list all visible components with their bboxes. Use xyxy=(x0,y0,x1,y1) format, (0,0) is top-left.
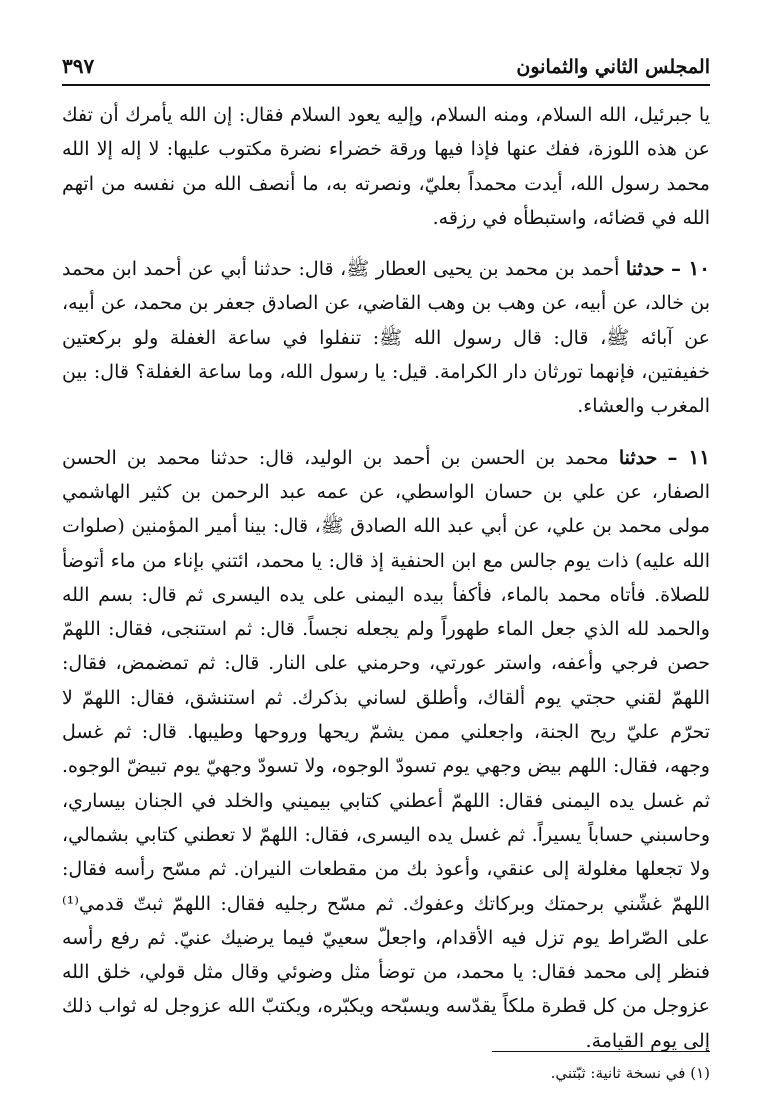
hadith-lead: حدثنا xyxy=(625,258,665,281)
body-text xyxy=(62,98,710,1074)
hadith-text: أحمد بن محمد بن يحيى العطار ﷺ، قال: حدثنا أبي عن أحمد ابن محمد بن خالد، عن أبيه، عن وهب بن وهب القاضي، عن الصادق جعفر بن محمد، عن أبيه، عن آبائه ﷺ، قال: قال رسول الله ﷺ: تنفلوا في ساعة الغفلة ولو بركعتين خفيفتين، فإنهما تورثان دار الكرامة. قيل: يا رسول الله، وما ساعة الغفلة؟ قال: بين المغرب والعشاء. xyxy=(62,258,710,418)
chapter-title: المجلس الثاني والثمانون xyxy=(516,56,710,78)
running-header xyxy=(62,46,710,86)
hadith-lead: حدثنا xyxy=(618,446,658,469)
footnote-divider xyxy=(492,1051,710,1052)
page-number: ٣٩٧ xyxy=(62,54,95,78)
footnote-text: (١) في نسخة ثانية: ثبّتني. xyxy=(550,1064,710,1082)
paragraph-text: يا جبرئيل، الله السلام، ومنه السلام، وإليه يعود السلام فقال: إن الله يأمرك أن تفك عن هذه اللوزة، ففك عنها فإذا فيها ورقة خضراء نضرة مكتوب عليها: لا إله إلا الله محمد رسول الله، أيدت محمداً بعليّ، ونصرته به، ما أنصف الله من نفسه من اتهم الله في قضائه، واستبطأه في رزقه. xyxy=(62,104,710,229)
paragraph-continuation xyxy=(62,98,710,235)
hadith-number: ١١ – xyxy=(667,444,710,469)
hadith-10 xyxy=(62,251,710,423)
footnote xyxy=(62,1062,710,1084)
hadith-11 xyxy=(62,440,710,1058)
hadith-number: ١٠ – xyxy=(671,256,710,281)
hadith-text: محمد بن الحسن بن أحمد بن الوليد، قال: حدثنا محمد بن الحسن الصفار، عن علي بن حسان الواسطي، عن عمه عبد الرحمن بن كثير الهاشمي مولى محمد بن علي، عن أبي عبد الله الصادق ﷺ، قال: بينا أمير المؤمنين (صلوات الله عليه) ذات يوم جالس مع ابن الحنفية إذ قال: يا محمد، ائتني بإناء من ماء أتوضأ للصلاة. فأتاه محمد بالماء، فأكفأ بيده اليمنى على يده اليسرى ثم قال: بسم الله والحمد لله الذي جعل الماء طهوراً ولم يجعله نجساً. قال: ثم استنجى، فقال: اللهمّ حصن فرجي وأعفه، واستر عورتي، وحرمني على النار. قال: ثم تمضمض، فقال: اللهمّ لقني حجتي يوم ألقاك، وأطلق لساني بذكرك. ثم استنشق، فقال: اللهمّ لا تحرّم عليّ ريح الجنة، واجعلني ممن يشمّ ريحها وروحها وطيبها. قال: ثم غسل وجهه، فقال: اللهم بيض وجهي يوم تسودّ الوجوه، ولا تسودّ وجهيّ يوم تبيضّ الوجوه. ثم غسل يده اليمنى فقال: اللهمّ أعطني كتابي بيميني والخلد في الجنان بيساري، وحاسبني حساباً يسيراً. ثم غسل يده اليسرى، فقال: اللهمّ لا تعطني كتابي بشمالي، ولا تجعلها مغلولة إلى عنقي، وأعوذ بك من مقطعات النيران. ثم مسّح رأسه فقال: اللهمّ غشّني برحمتك وبركاتك وعفوك. ثم مسّح رجليه فقال: اللهمّ ثبتّ قدمي⁽¹⁾ على الصّراط يوم تزل فيه الأقدام، واجعلّ سعييّ فيما يرضيك عنيّ. ثم رفع رأسه فنظر إلى محمد فقال: يا محمد، من توضأ مثل وضوئي وقال مثل قولي، خلق الله عزوجل من كل قطرة ملكاً يقدّسه ويسبّحه ويكبّره، ويكتبّ الله عزوجل له ثواب ذلك إلى يوم القيامة. xyxy=(62,446,710,1052)
book-page xyxy=(62,0,710,1114)
